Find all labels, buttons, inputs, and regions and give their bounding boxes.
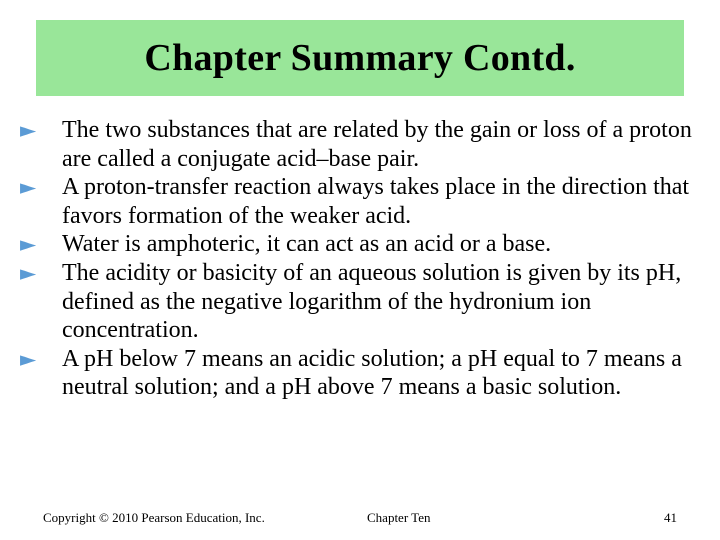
bullet-item — [20, 345, 710, 402]
triangle-bullet-icon: ► — [20, 346, 37, 371]
bullet-item — [20, 230, 710, 259]
bullet-text: The acidity or basicity of an aqueous solution is given by its pH, defined as the negative logarithm of the hydronium ion concentration. — [62, 259, 682, 344]
triangle-bullet-icon: ► — [20, 175, 37, 200]
bullet-list — [20, 116, 710, 402]
title-banner — [36, 20, 684, 96]
bullet-item — [20, 116, 710, 173]
bullet-item — [20, 173, 710, 230]
bullet-text: The two substances that are related by the gain or loss of a proton are called a conjugate acid–base pair. — [62, 117, 692, 172]
bullet-text: Water is amphoteric, it can act as an acid or a base. — [62, 231, 552, 258]
footer-chapter: Chapter Ten — [367, 510, 431, 525]
bullet-text: A pH below 7 means an acidic solution; a pH equal to 7 means a neutral solution; and a pH above 7 means a basic solution. — [62, 345, 682, 401]
footer-page-number: 41 — [664, 510, 677, 525]
bullet-item — [20, 259, 710, 345]
footer-copyright: Copyright © 2010 Pearson Education, Inc. — [43, 510, 265, 525]
triangle-bullet-icon: ► — [20, 118, 37, 142]
bullet-text: A proton-transfer reaction always takes place in the direction that favors formation of the weaker acid. — [62, 174, 690, 229]
triangle-bullet-icon: ► — [20, 232, 37, 257]
triangle-bullet-icon: ► — [20, 260, 37, 285]
slide-title: Chapter Summary Contd. — [144, 37, 576, 79]
